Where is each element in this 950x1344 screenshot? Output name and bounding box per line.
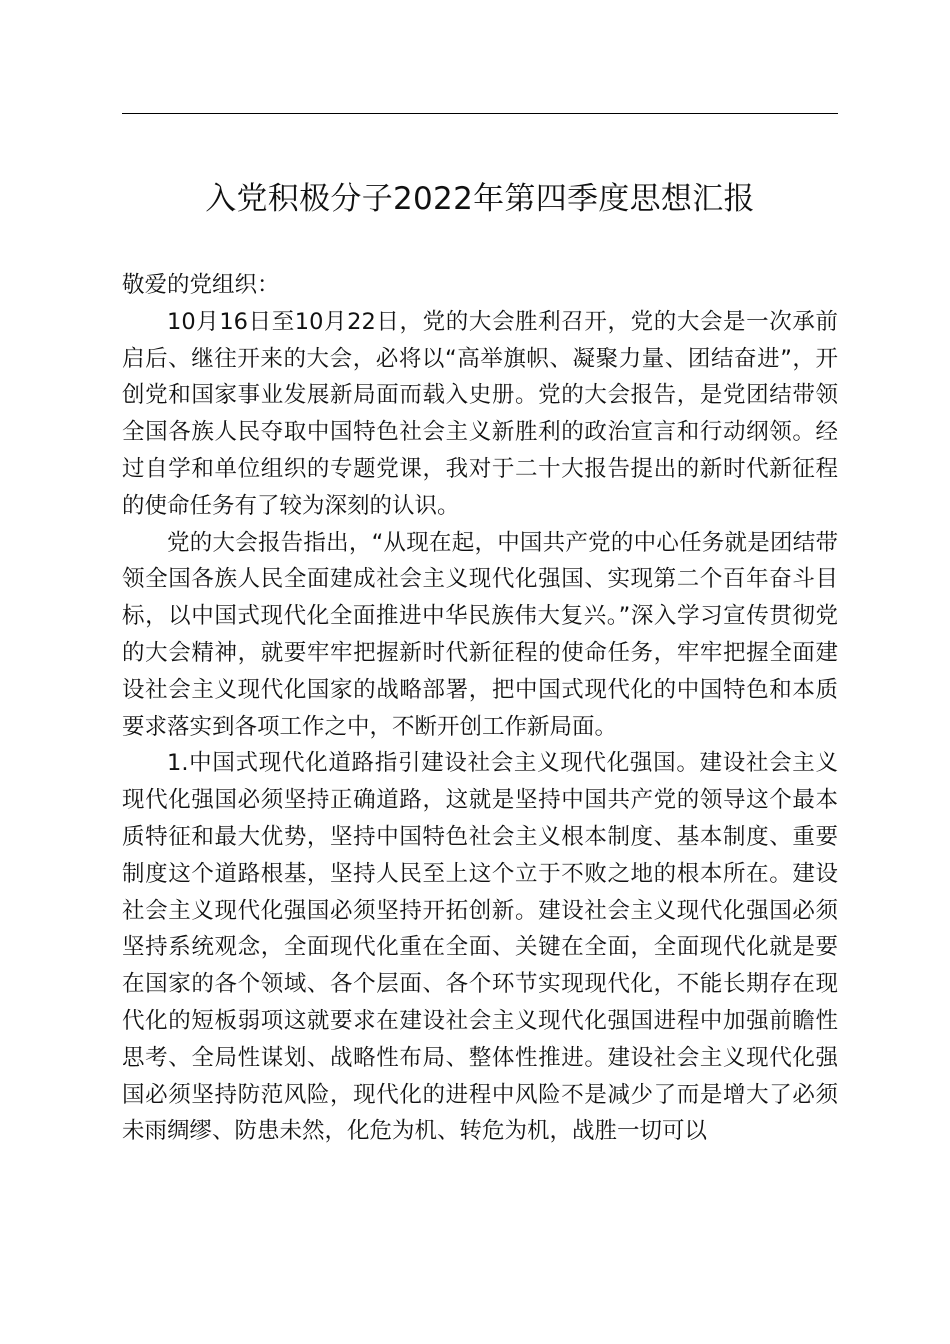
body-paragraph: 10月16日至10月22日，党的大会胜利召开，党的大会是一次承前启后、继往开来的大会，必将以“高举旗帜、凝聚力量、团结奋进”，开创党和国家事业发展新局面而载入史册。党的大会报告，是党团结带领全国各族人民夺取中国特色社会主义新胜利的政治宣言和行动纲领。经过自学和单位组织的专题党课，我对于二十大报告提出的新时代新征程的使命任务有了较为深刻的认识。 [122, 308, 838, 519]
header-rule [122, 113, 838, 114]
document-body [122, 267, 838, 1317]
document-title: 入党积极分子2022年第四季度思想汇报 [205, 181, 755, 217]
body-paragraph: 党的大会报告指出，“从现在起，中国共产党的中心任务就是团结带领全国各族人民全面建成社会主义现代化强国、实现第二个百年奋斗目标，以中国式现代化全面推进中华民族伟大复兴。”深入学习宣传贯彻党的大会精神，就要牢牢把握新时代新征程的使命任务，牢牢把握全面建设社会主义现代化国家的战略部署，把中国式现代化的中国特色和本质要求落实到各项工作之中，不断开创工作新局面。 [122, 529, 838, 740]
salutation: 敬爱的党组织： [122, 272, 280, 298]
body-paragraph: 1.中国式现代化道路指引建设社会主义现代化强国。建设社会主义现代化强国必须坚持正确道路，这就是坚持中国共产党的领导这个最本质特征和最大优势，坚持中国特色社会主义根本制度、基本制度、重要制度这个道路根基，坚持人民至上这个立于不败之地的根本所在。建设社会主义现代化强国必须坚持开拓创新。建设社会主义现代化强国必须坚持系统观念，全面现代化重在全面、关键在全面，全面现代化就是要在国家的各个领域、各个层面、各个环节实现现代化，不能长期存在现代化的短板弱项这就要求在建设社会主义现代化强国进程中加强前瞻性思考、全局性谋划、战略性布局、整体性推进。建设社会主义现代化强国必须坚持防范风险，现代化的进程中风险不是减少了而是增大了必须未雨绸缪、防患未然，化危为机、转危为机，战胜一切可以 [122, 750, 838, 1145]
